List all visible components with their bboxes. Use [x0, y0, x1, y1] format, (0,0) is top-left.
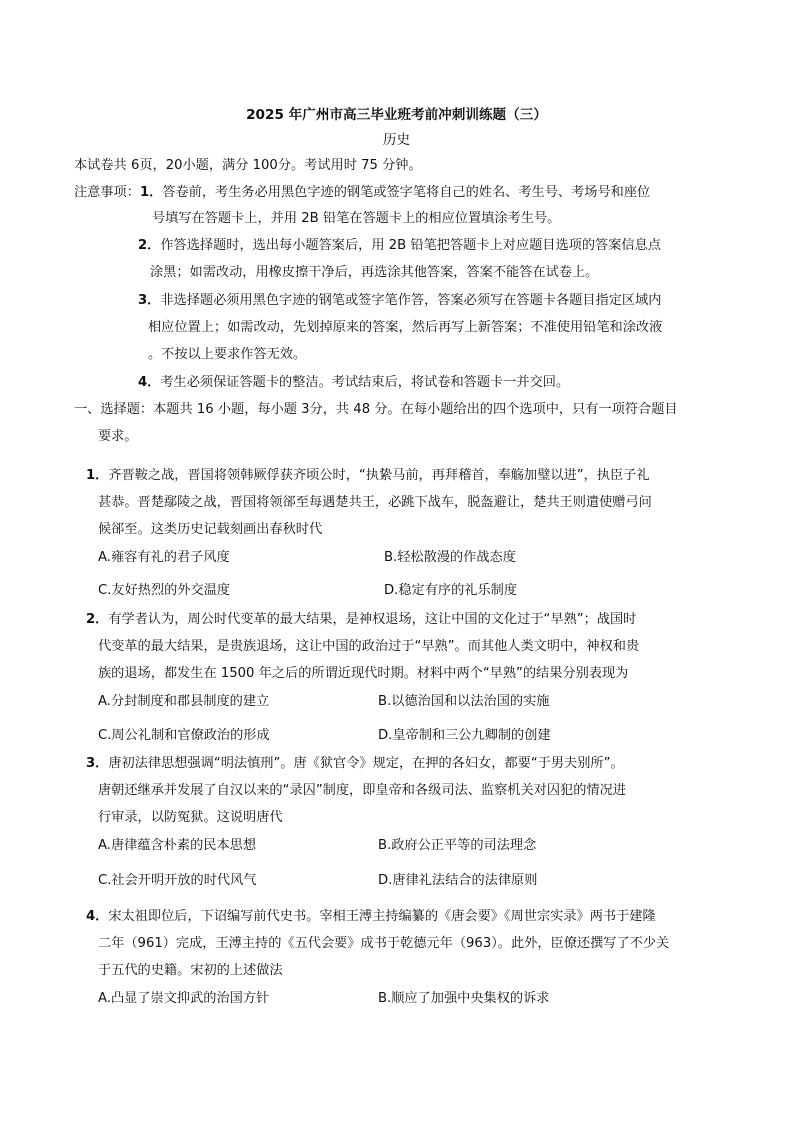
notice-number: 4． — [138, 375, 161, 390]
notice-text: 作答选择题时，选出每小题答案后，用 2B 铅笔把答题卡上对应题目选项的答案信息点 — [160, 238, 661, 253]
option-b[interactable]: B.轻松散漫的作战态度 — [384, 550, 516, 565]
option-a[interactable]: A.雍容有礼的君子风度 — [98, 550, 230, 565]
option-a[interactable]: A.分封制度和郡县制度的建立 — [98, 694, 270, 709]
option-b[interactable]: B.政府公正平等的司法理念 — [378, 838, 537, 853]
option-d[interactable]: D.唐律礼法结合的法律原则 — [378, 873, 538, 888]
notice-number: 1． — [139, 185, 163, 200]
subject-title: 历史 — [382, 132, 411, 148]
option-b[interactable]: B.顺应了加强中央集权的诉求 — [378, 991, 550, 1006]
question-text: 族的退场，都发生在 1500 年之后的所谓近现代时期。材料中两个“早熟”的结果分别表现为 — [98, 666, 629, 681]
question-text: 二年（961）完成，王溥主持的《五代会要》成书于乾德元年（963）。此外，臣僚还撰写了不少关 — [98, 936, 670, 951]
option-a[interactable]: A.唐律蕴含朴素的民本思想 — [98, 838, 257, 853]
question-text: 于五代的史籍。宋初的上述做法 — [98, 963, 283, 978]
option-d[interactable]: D.稳定有序的礼乐制度 — [384, 583, 518, 598]
option-b[interactable]: B.以德治国和以法治国的实施 — [378, 694, 550, 709]
question-text: 行审录，以防冤狱。这说明唐代 — [98, 810, 283, 825]
question-text: 齐晋鞍之战，晋国将领韩厥俘获齐顷公时，“执絷马前，再拜稽首，奉觞加璧以进”，执臣子礼 — [108, 468, 650, 483]
question-number: 4． — [86, 909, 109, 924]
option-a[interactable]: A.凸显了崇文抑武的治国方针 — [98, 991, 270, 1006]
question-text: 候郤至。这类历史记载刻画出春秋时代 — [98, 522, 323, 537]
notice-number: 3． — [138, 293, 161, 308]
notice-text: 非选择题必须用黑色字迹的钢笔或签字笔作答，答案必须写在答题卡各题目指定区域内 — [160, 293, 662, 308]
question-stem — [86, 464, 650, 483]
question-text: 有学者认为，周公时代变革的最大结果，是神权退场，这让中国的文化过于“早熟”；战国时 — [108, 612, 637, 627]
question-stem — [86, 752, 624, 771]
notice-text: 考生必须保证答题卡的整洁。考试结束后，将试卷和答题卡一并交回。 — [160, 375, 570, 390]
question-number: 2． — [86, 612, 109, 627]
question-number: 1． — [86, 468, 109, 483]
option-c[interactable]: C.社会开明开放的时代风气 — [98, 873, 257, 888]
question-number: 3． — [86, 756, 109, 771]
option-c[interactable]: C.周公礼制和官僚政治的形成 — [98, 728, 270, 743]
section-heading-cont: 要求。 — [98, 429, 138, 444]
notice-text: 号填写在答题卡上，并用 2B 铅笔在答题卡上的相应位置填涂考生号。 — [152, 211, 561, 226]
exam-intro: 本试卷共 6页，20小题，满分 100分。考试用时 75 分钟。 — [74, 158, 422, 173]
question-text: 甚恭。晋楚鄢陵之战，晋国将领郤至每遇楚共王，必跳下战车，脱盔避让，楚共王则遣使赠弓问 — [98, 495, 652, 510]
question-text: 代变革的最大结果，是贵族退场，这让中国的政治过于“早熟”。而其他人类文明中，神权和贵 — [98, 639, 640, 654]
notice-item-3 — [138, 289, 662, 308]
notice-item-4 — [138, 371, 569, 390]
notice-number: 2． — [138, 238, 161, 253]
option-c[interactable]: C.友好热烈的外交温度 — [98, 583, 231, 598]
question-stem — [86, 608, 636, 627]
notice-text: 相应位置上；如需改动，先划掉原来的答案，然后再写上新答案；不准使用铅笔和涂改液 — [148, 320, 663, 335]
notice-text: 。不按以上要求作答无效。 — [148, 347, 307, 362]
section-heading: 一、选择题：本题共 16 小题，每小题 3分，共 48 分。在每小题给出的四个选项中，只有一项符合题目 — [74, 402, 678, 417]
question-text: 唐初法律思想强调“明法慎刑”。唐《狱官令》规定，在押的各妇女，都要“于男夫别所”。 — [108, 756, 624, 771]
option-d[interactable]: D.皇帝制和三公九卿制的创建 — [378, 728, 551, 743]
exam-title: 2025 年广州市高三毕业班考前冲刺训练题（三） — [246, 107, 547, 123]
notice-text: 涂黑；如需改动，用橡皮擦干净后，再选涂其他答案，答案不能答在试卷上。 — [150, 265, 599, 280]
notice-item-2 — [138, 234, 661, 253]
question-stem — [86, 905, 656, 924]
question-text: 宋太祖即位后，下诏编写前代史书。宰相王溥主持编纂的《唐会要》《周世宗实录》两书于建隆 — [108, 909, 656, 924]
question-text: 唐朝还继承并发展了自汉以来的“录囚”制度，即皇帝和各级司法、监察机关对囚犯的情况进 — [98, 783, 626, 798]
notice-item-1 — [74, 181, 650, 200]
notice-label: 注意事项： — [74, 185, 140, 200]
notice-text: 答卷前，考生务必用黑色字迹的钢笔或签字笔将自己的姓名、考生号、考场号和座位 — [162, 185, 651, 200]
